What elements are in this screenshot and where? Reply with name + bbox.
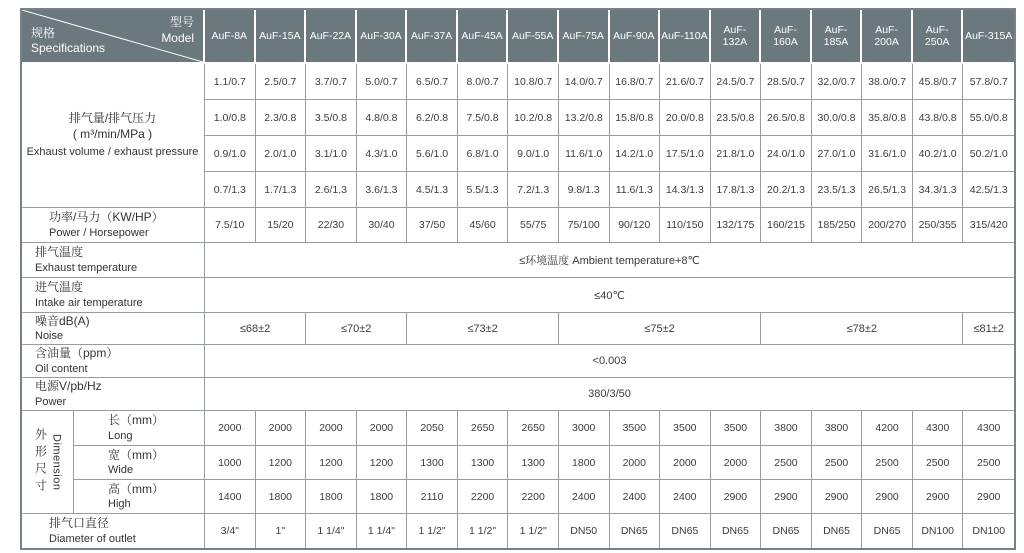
table-cell: 75/100	[559, 208, 610, 243]
table-cell: DN65	[812, 514, 863, 548]
table-cell: 30/40	[357, 208, 408, 243]
table-cell: 35.8/0.8	[862, 100, 913, 136]
table-cell: 1200	[256, 446, 307, 480]
table-cell: 4.5/1.3	[407, 172, 458, 208]
table-cell: 250/355	[913, 208, 964, 243]
table-cell: 160/215	[761, 208, 812, 243]
table-cell: 1400	[205, 480, 256, 514]
table-cell: 2.5/0.7	[256, 64, 307, 100]
table-cell: 3500	[711, 411, 762, 446]
table-cell: 2000	[256, 411, 307, 446]
table-cell: 2650	[508, 411, 559, 446]
table-cell: 2900	[761, 480, 812, 514]
row-label-high: 高（mm） High	[74, 480, 205, 514]
table-cell: 15.8/0.8	[610, 100, 661, 136]
table-cell: 6.8/1.0	[458, 136, 509, 172]
model-header: AuF-55A	[508, 10, 559, 64]
table-cell: 13.2/0.8	[559, 100, 610, 136]
noise-value: ≤73±2	[407, 313, 559, 345]
table-cell: 3.7/0.7	[306, 64, 357, 100]
table-cell: 38.0/0.7	[862, 64, 913, 100]
table-cell: 30.0/0.8	[812, 100, 863, 136]
table-cell: 4.8/0.8	[357, 100, 408, 136]
noise-value: ≤78±2	[761, 313, 963, 345]
table-cell: 5.5/1.3	[458, 172, 509, 208]
table-cell: 4.3/1.0	[357, 136, 408, 172]
table-cell: 185/250	[812, 208, 863, 243]
dimension-high-row	[22, 480, 1014, 514]
model-header: AuF-30A	[357, 10, 408, 64]
table-cell: 90/120	[610, 208, 661, 243]
table-cell: 1 1/4"	[357, 514, 408, 548]
table-cell: 110/150	[660, 208, 711, 243]
model-axis-label: 型号 Model	[161, 15, 194, 45]
table-cell: 50.2/1.0	[963, 136, 1014, 172]
table-cell: 2400	[559, 480, 610, 514]
spec-axis-label: 规格 Specifications	[31, 25, 106, 56]
table-cell: 21.6/0.7	[660, 64, 711, 100]
table-cell: 2050	[407, 411, 458, 446]
table-cell: 1.7/1.3	[256, 172, 307, 208]
model-header: AuF-75A	[559, 10, 610, 64]
model-header: AuF-15A	[256, 10, 307, 64]
row-label-power-horsepower: 功率/马力（KW/HP） Power / Horsepower	[22, 208, 205, 243]
table-cell: 2900	[711, 480, 762, 514]
table-cell: 10.2/0.8	[508, 100, 559, 136]
table-cell: 2500	[761, 446, 812, 480]
table-cell: 3.1/1.0	[306, 136, 357, 172]
table-cell: DN100	[972, 525, 1006, 537]
power-supply-value: 380/3/50	[205, 378, 1014, 411]
table-cell: 3/4"	[205, 514, 256, 548]
table-cell: 1800	[559, 446, 610, 480]
table-cell: 3800	[812, 411, 863, 446]
table-cell: 14.3/1.3	[660, 172, 711, 208]
row-label-intake-temperature: 进气温度 Intake air temperature	[22, 278, 205, 313]
table-cell: 3800	[761, 411, 812, 446]
table-cell: 1300	[407, 446, 458, 480]
table-cell: 1200	[357, 446, 408, 480]
table-cell: 1200	[306, 446, 357, 480]
table-cell: 2500	[913, 446, 964, 480]
table-cell: DN65	[610, 514, 661, 548]
table-cell: 17.8/1.3	[711, 172, 762, 208]
row-label-power-supply: 电源V/pb/Hz Power	[22, 378, 205, 411]
table-cell: 1300	[508, 446, 559, 480]
table-cell: 1 1/2"	[458, 514, 509, 548]
table-cell: 2900	[812, 480, 863, 514]
table-cell: 2110	[407, 480, 458, 514]
table-cell: 26.5/1.3	[862, 172, 913, 208]
table-cell: 2.3/0.8	[256, 100, 307, 136]
table-cell: 57.8/0.7	[963, 64, 1014, 100]
table-cell: 1 1/2"	[508, 514, 559, 548]
table-cell: 42.5/1.3	[963, 172, 1014, 208]
compressor-spec-table	[20, 8, 1016, 550]
table-cell: 3500	[660, 411, 711, 446]
table-cell: 6.5/0.7	[407, 64, 458, 100]
table-cell: 1.0/0.8	[205, 100, 256, 136]
table-cell: 45/60	[458, 208, 509, 243]
table-cell: 2200	[458, 480, 509, 514]
noise-value: ≤68±2	[205, 313, 306, 345]
table-cell: 43.8/0.8	[913, 100, 964, 136]
model-header: AuF-160A	[761, 10, 812, 64]
table-cell: 1800	[357, 480, 408, 514]
table-cell: 2500	[963, 446, 1014, 480]
table-cell: 2000	[205, 411, 256, 446]
table-cell: 2900	[913, 480, 964, 514]
model-header: AuF-90A	[610, 10, 661, 64]
intake-temperature-row	[22, 278, 1014, 313]
table-cell: 34.3/1.3	[913, 172, 964, 208]
row-label-long: 长（mm） Long	[74, 411, 205, 446]
dimension-wide-row	[22, 446, 1014, 480]
table-cell: 1300	[458, 446, 509, 480]
header-row	[22, 10, 1014, 64]
power-supply-row	[22, 378, 1014, 411]
table-cell: 10.8/0.7	[508, 64, 559, 100]
table-cell: 45.8/0.7	[913, 64, 964, 100]
model-header: AuF-45A	[458, 10, 509, 64]
table-cell: 7.2/1.3	[508, 172, 559, 208]
dimension-label-cn: 外形尺寸	[33, 428, 48, 496]
table-cell: 3.6/1.3	[357, 172, 408, 208]
table-cell: DN100	[913, 514, 964, 548]
table-cell: 9.0/1.0	[508, 136, 559, 172]
model-header: AuF-250A	[913, 10, 964, 64]
table-cell: 3000	[559, 411, 610, 446]
table-cell: 55/75	[508, 208, 559, 243]
table-cell: 9.8/1.3	[559, 172, 610, 208]
table-cell: 1 1/2"	[407, 514, 458, 548]
table-cell: 132/175	[711, 208, 762, 243]
exhaust-temperature-value: ≤环境温度 Ambient temperature+8℃	[205, 243, 1014, 278]
table-cell: DN65	[761, 514, 812, 548]
noise-value: ≤75±2	[559, 313, 761, 345]
table-cell: 2000	[306, 411, 357, 446]
table-cell: 15/20	[256, 208, 307, 243]
dimension-long-row	[22, 411, 1014, 446]
table-cell: 22/30	[306, 208, 357, 243]
table-cell: 2.6/1.3	[306, 172, 357, 208]
table-cell: 32.0/0.7	[812, 64, 863, 100]
table-cell: 0.9/1.0	[205, 136, 256, 172]
table-cell: 5.6/1.0	[407, 136, 458, 172]
table-cell: 1800	[256, 480, 307, 514]
table-cell: 23.5/1.3	[812, 172, 863, 208]
row-label-exhaust-volume: 排气量/排气压力 ( m³/min/MPa ) Exhaust volume / exhaust pressure	[22, 64, 205, 208]
table-cell: 2000	[610, 446, 661, 480]
model-header: AuF-8A	[205, 10, 256, 64]
table-cell: 2500	[812, 446, 863, 480]
table-cell: 28.5/0.7	[761, 64, 812, 100]
table-cell: 55.0/0.8	[963, 100, 1014, 136]
table-cell: 31.6/1.0	[862, 136, 913, 172]
table-cell: 2400	[610, 480, 661, 514]
table-cell: 3500	[610, 411, 661, 446]
table-cell: 20.0/0.8	[660, 100, 711, 136]
table-cell: 3.5/0.8	[306, 100, 357, 136]
model-header: AuF-110A	[660, 10, 711, 64]
table-cell: 2500	[862, 446, 913, 480]
table-cell: 2650	[458, 411, 509, 446]
model-header: AuF-37A	[407, 10, 458, 64]
noise-value: ≤70±2	[306, 313, 407, 345]
table-cell: 8.0/0.7	[458, 64, 509, 100]
model-header: AuF-185A	[812, 10, 863, 64]
dimension-group-label	[22, 411, 74, 514]
model-header: AuF-132A	[711, 10, 762, 64]
table-cell: 14.0/0.7	[559, 64, 610, 100]
table-cell: 2900	[963, 480, 1014, 514]
table-cell: 4300	[913, 411, 964, 446]
table-cell: 1000	[205, 446, 256, 480]
table-cell: 24.5/0.7	[711, 64, 762, 100]
table-cell: 37/50	[407, 208, 458, 243]
table-cell: 4200	[862, 411, 913, 446]
table-cell: 2000	[660, 446, 711, 480]
noise-row	[22, 313, 1014, 345]
table-cell: 2400	[660, 480, 711, 514]
table-cell: 2000	[357, 411, 408, 446]
power-horsepower-row	[22, 208, 1014, 243]
oil-content-value: <0.003	[205, 345, 1014, 378]
table-cell: 0.7/1.3	[205, 172, 256, 208]
table-cell: DN50	[559, 514, 610, 548]
table-cell: 21.8/1.0	[711, 136, 762, 172]
corner-cell	[22, 10, 205, 64]
table-cell: 6.2/0.8	[407, 100, 458, 136]
table-cell: 17.5/1.0	[660, 136, 711, 172]
table-cell: 7.5/10	[205, 208, 256, 243]
table-cell: 20.2/1.3	[761, 172, 812, 208]
table-cell: 23.5/0.8	[711, 100, 762, 136]
row-label-wide: 宽（mm） Wide	[74, 446, 205, 480]
table-cell: 7.5/0.8	[458, 100, 509, 136]
table-cell: 26.5/0.8	[761, 100, 812, 136]
table-cell: 1"	[256, 514, 307, 548]
dimension-label-en: Dimension	[50, 433, 63, 491]
model-header: AuF-22A	[306, 10, 357, 64]
table-cell: 11.6/1.0	[559, 136, 610, 172]
table-cell: DN65	[660, 514, 711, 548]
table-cell: 5.0/0.7	[357, 64, 408, 100]
table-cell: 27.0/1.0	[812, 136, 863, 172]
oil-content-row	[22, 345, 1014, 378]
table-cell: 1.1/0.7	[205, 64, 256, 100]
table-cell: 315/420	[963, 208, 1014, 243]
table-cell: 11.6/1.3	[610, 172, 661, 208]
table-cell: DN65	[862, 514, 913, 548]
table-cell: 2000	[711, 446, 762, 480]
row-label-noise: 噪音dB(A) Noise	[22, 313, 205, 345]
table-cell: 1800	[306, 480, 357, 514]
table-cell: 2200	[508, 480, 559, 514]
table-cell: 40.2/1.0	[913, 136, 964, 172]
table-cell: 1 1/4"	[306, 514, 357, 548]
table-cell: 4300	[963, 411, 1014, 446]
table-cell: 16.8/0.7	[610, 64, 661, 100]
exhaust-volume-row-1	[22, 64, 1014, 100]
table-cell: 2900	[862, 480, 913, 514]
outlet-diameter-row	[22, 514, 1014, 548]
row-label-outlet-diameter: 排气口直径 Diameter of outlet	[22, 514, 205, 548]
table-cell: 2.0/1.0	[256, 136, 307, 172]
table-cell: DN65	[711, 514, 762, 548]
exhaust-temperature-row	[22, 243, 1014, 278]
noise-value: ≤81±2	[963, 313, 1014, 345]
row-label-exhaust-temperature: 排气温度 Exhaust temperature	[22, 243, 205, 278]
intake-temperature-value: ≤40℃	[205, 278, 1014, 313]
table-cell: 200/270	[862, 208, 913, 243]
model-header: AuF-200A	[862, 10, 913, 64]
model-header: AuF-315A	[963, 10, 1014, 64]
table-cell: 24.0/1.0	[761, 136, 812, 172]
table-cell: 14.2/1.0	[610, 136, 661, 172]
row-label-oil-content: 含油量（ppm） Oil content	[22, 345, 205, 378]
